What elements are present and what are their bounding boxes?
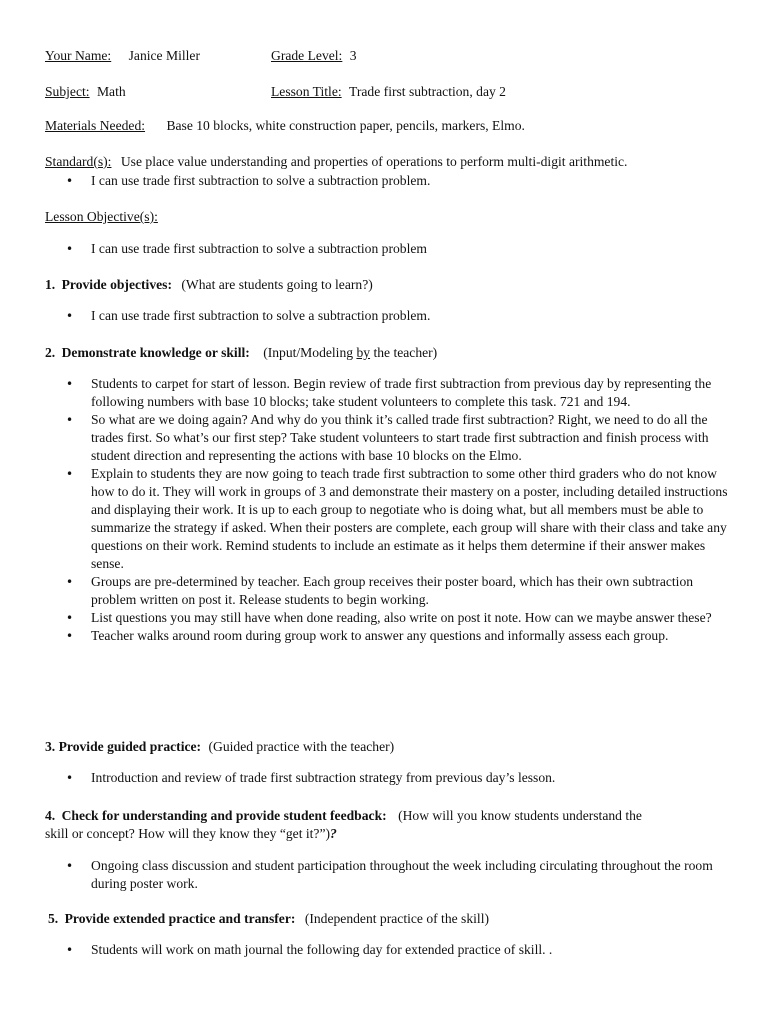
bullet-icon <box>66 609 80 627</box>
objectives-bullet-list <box>66 240 726 258</box>
bullet-icon <box>66 375 80 393</box>
bullet-icon <box>66 411 80 429</box>
subject-field <box>45 83 126 101</box>
standard-bullet-list <box>66 172 726 190</box>
lesson-title-value: Trade first subtraction, day 2 <box>349 84 506 99</box>
bullet-icon <box>66 769 80 787</box>
section-number: 3. <box>45 739 56 754</box>
section-3-bullet-list <box>66 769 726 787</box>
list-item: • Students to carpet for start of lesson. Begin review of trade first subtraction from previous day by representing the following numbers with base 10 blocks; take student volunteers to complete this task. 721 and 194. <box>66 375 728 411</box>
grade-value: 3 <box>349 48 357 63</box>
section-note: (Input/Modeling by the teacher) <box>263 345 438 360</box>
grade-label: Grade Level: <box>271 48 343 63</box>
list-item: • Students will work on math journal the following day for extended practice of skill. . <box>66 941 726 959</box>
materials-label: Materials Needed: <box>45 118 146 133</box>
bullet-icon <box>66 172 80 190</box>
section-number: 5. <box>48 911 59 926</box>
section-note: (Independent practice of the skill) <box>304 911 490 926</box>
bullet-icon <box>66 573 80 591</box>
section-2-heading <box>45 344 437 362</box>
name-value: Janice Miller <box>128 48 200 63</box>
section-title: Demonstrate knowledge or skill: <box>61 345 250 360</box>
section-2-bullet-list <box>66 375 728 645</box>
bullet-icon <box>66 240 80 258</box>
subject-label: Subject: <box>45 84 90 99</box>
section-note-continued: skill or concept? How will they know they “get it?”) <box>45 826 331 841</box>
section-title: Provide guided practice: <box>58 739 202 754</box>
bullet-icon <box>66 941 80 959</box>
grade-field <box>271 47 357 65</box>
materials-value: Base 10 blocks, white construction paper, pencils, markers, Elmo. <box>166 118 525 133</box>
section-1-heading <box>45 276 373 294</box>
section-title: Provide extended practice and transfer: <box>64 911 296 926</box>
section-4-heading-continued <box>45 825 337 843</box>
lesson-title-field <box>271 83 506 101</box>
list-item: • Ongoing class discussion and student participation throughout the week including circulating throughout the room during poster work. <box>66 857 734 893</box>
section-5-bullet-list <box>66 941 726 959</box>
list-item: • Groups are pre-determined by teacher. Each group receives their poster board, which has their own subtraction problem written on post it. Release students to begin working. <box>66 573 728 609</box>
section-1-bullet-list <box>66 307 726 325</box>
objectives-label: Lesson Objective(s): <box>45 209 158 224</box>
section-5-heading <box>48 910 489 928</box>
section-number: 4. <box>45 808 56 823</box>
list-item: • Teacher walks around room during group work to answer any questions and informally assess each group. <box>66 627 728 645</box>
bullet-icon <box>66 307 80 325</box>
standard-field <box>45 153 627 171</box>
name-label: Your Name: <box>45 48 112 63</box>
section-note: (What are students going to learn?) <box>181 277 373 292</box>
section-note-mark: ? <box>330 826 337 841</box>
name-field <box>45 47 200 65</box>
standard-value: Use place value understanding and properties of operations to perform multi-digit arithmetic. <box>120 154 628 169</box>
section-4-bullet-list <box>66 857 734 893</box>
section-title: Check for understanding and provide student feedback: <box>61 808 387 823</box>
section-4-heading <box>45 807 642 825</box>
list-item: • List questions you may still have when done reading, also write on post it note. How can we maybe answer these? <box>66 609 728 627</box>
list-item: • I can use trade first subtraction to solve a subtraction problem. <box>66 307 726 325</box>
list-item: • Explain to students they are now going to teach trade first subtraction to some other third graders who do not know how to do it. They will work in groups of 3 and demonstrate their mastery on a poster, including detailed instructions and displaying their work. It is up to each group to negotiate who is doing what, but all members must be able to summarize the strategy if asked. When their posters are complete, each group will share with their class and take any questions on their work. Remind students to include an estimate as it helps them determine if their answer makes sense. <box>66 465 728 573</box>
list-item: • I can use trade first subtraction to solve a subtraction problem. <box>66 172 726 190</box>
list-item: • I can use trade first subtraction to solve a subtraction problem <box>66 240 726 258</box>
section-note: (How will you know students understand the <box>398 808 642 823</box>
list-item: • Introduction and review of trade first subtraction strategy from previous day’s lesson. <box>66 769 726 787</box>
section-number: 1. <box>45 277 56 292</box>
bullet-icon <box>66 627 80 645</box>
section-title: Provide objectives: <box>61 277 172 292</box>
section-3-heading <box>45 738 394 756</box>
section-number: 2. <box>45 345 56 360</box>
list-item: • So what are we doing again? And why do you think it’s called trade first subtraction? Right, we need to do all the trades first. So what’s our first step? Take student volunteers to start trade first subtraction and finish process with student direction and representing the actions with base 10 blocks on the Elmo. <box>66 411 728 465</box>
lesson-title-label: Lesson Title: <box>271 84 342 99</box>
standard-label: Standard(s): <box>45 154 112 169</box>
bullet-icon <box>66 857 80 875</box>
subject-value: Math <box>96 84 126 99</box>
materials-field <box>45 117 525 135</box>
bullet-icon <box>66 465 80 483</box>
section-note: (Guided practice with the teacher) <box>208 739 395 754</box>
